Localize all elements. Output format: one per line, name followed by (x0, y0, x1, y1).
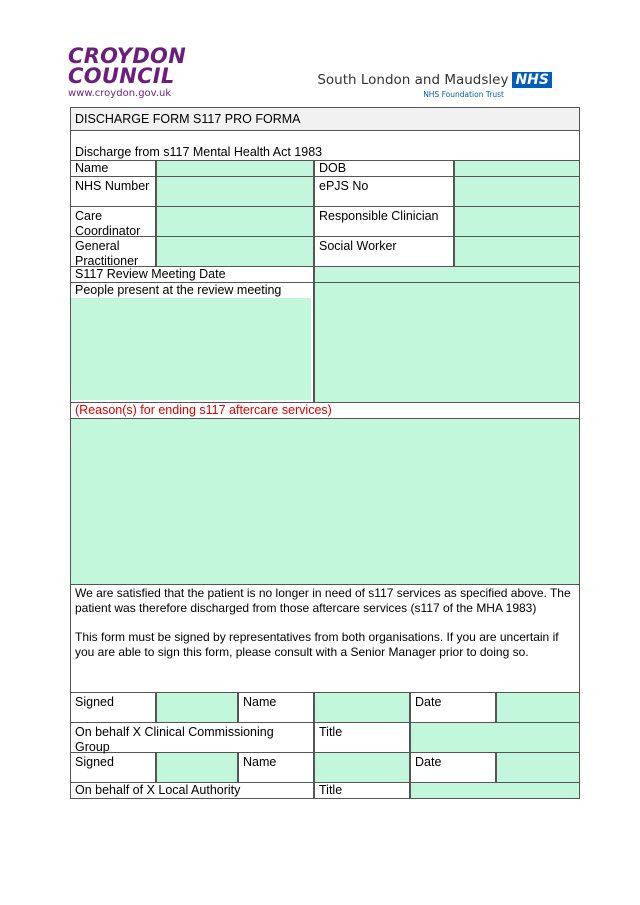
behalf-la-label: On behalf of X Local Authority (70, 783, 314, 799)
signed-label-1: Signed (70, 693, 156, 723)
name-label-sig-2: Name (238, 753, 314, 783)
name-field-sig-1[interactable] (314, 693, 410, 723)
social-worker-field[interactable] (454, 237, 580, 267)
name-field-sig-2[interactable] (314, 753, 410, 783)
social-worker-label: Social Worker (314, 237, 454, 267)
title-label-2: Title (314, 783, 410, 799)
people-present-label-text: People present at the review meeting (75, 283, 282, 297)
council-logo-line1: CROYDON (68, 44, 187, 68)
review-date-label: S117 Review Meeting Date (70, 267, 314, 283)
people-present-label (70, 283, 314, 403)
nhs-number-field[interactable] (156, 177, 314, 207)
title-field-1[interactable] (410, 723, 580, 753)
care-coordinator-label: Care Coordinator (70, 207, 156, 237)
title-field-2[interactable] (410, 783, 580, 799)
title-label-1: Title (314, 723, 410, 753)
date-label-2: Date (410, 753, 496, 783)
care-coordinator-field[interactable] (156, 207, 314, 237)
dob-field[interactable] (454, 161, 580, 177)
people-present-field-left[interactable] (71, 298, 311, 400)
form-title: DISCHARGE FORM S117 PRO FORMA (70, 107, 580, 131)
behalf-ccg-label: On behalf X Clinical Commissioning Group (70, 723, 314, 753)
dob-label: DOB (314, 161, 454, 177)
epjs-field[interactable] (454, 177, 580, 207)
signed-field-1[interactable] (156, 693, 238, 723)
nhs-logo-icon: NHS (512, 72, 552, 88)
people-present-field[interactable] (314, 283, 580, 403)
council-logo-line2: COUNCIL (68, 64, 175, 88)
croydon-council-logo (68, 46, 186, 99)
reasons-field[interactable] (70, 419, 580, 585)
responsible-clinician-field[interactable] (454, 207, 580, 237)
slam-nhs-logo (317, 71, 552, 99)
date-label-1: Date (410, 693, 496, 723)
responsible-clinician-label: Responsible Clinician (314, 207, 454, 237)
gp-label: General Practitioner (70, 237, 156, 267)
statement-satisfied: We are satisfied that the patient is no longer in need of s117 services as specified above. The patient was therefore discharged from those aftercare services (s117 of the MHA 1983) (75, 586, 571, 615)
reasons-label: (Reason(s) for ending s117 aftercare services) (70, 403, 580, 419)
gp-field[interactable] (156, 237, 314, 267)
epjs-label: ePJS No (314, 177, 454, 207)
trust-name: South London and Maudsley (317, 71, 509, 88)
name-label-sig-1: Name (238, 693, 314, 723)
name-field[interactable] (156, 161, 314, 177)
council-url: www.croydon.gov.uk (68, 88, 172, 99)
trust-subtitle: NHS Foundation Trust (423, 90, 504, 99)
date-field-1[interactable] (496, 693, 580, 723)
signed-field-2[interactable] (156, 753, 238, 783)
date-field-2[interactable] (496, 753, 580, 783)
statement-signing: This form must be signed by representatives from both organisations. If you are uncertain if you are able to sign this form, please consult with a Senior Manager prior to doing so. (75, 630, 559, 659)
form-subtitle: Discharge from s117 Mental Health Act 1983 (70, 131, 580, 161)
page-header (0, 0, 640, 108)
review-date-field[interactable] (314, 267, 580, 283)
signed-label-2: Signed (70, 753, 156, 783)
statements-block (70, 581, 580, 693)
nhs-number-label: NHS Number (70, 177, 156, 207)
name-label: Name (70, 161, 156, 177)
